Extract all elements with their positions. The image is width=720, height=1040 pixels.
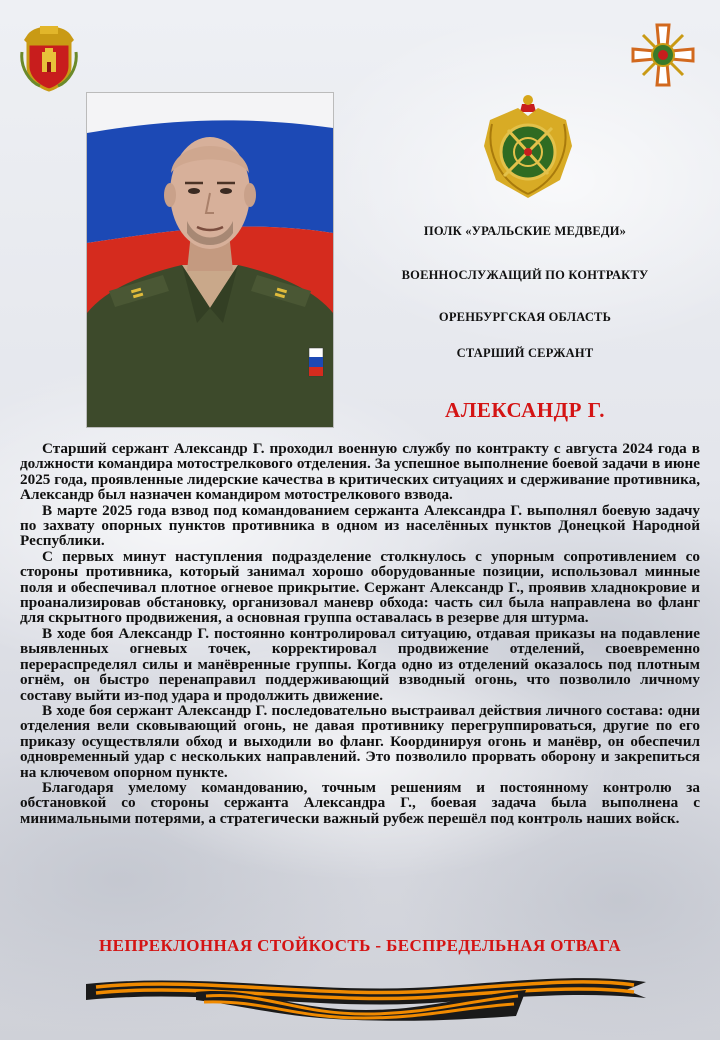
service-status: ВОЕННОСЛУЖАЩИЙ ПО КОНТРАКТУ [401,268,649,282]
biography-text [20,441,700,826]
paragraph: В ходе боя сержант Александр Г. последовательно выстраивал действия личного состава: одни отделения вели сковывающий огонь, не давая противнику перегруппироваться, другие по его приказу осуществляли обход и выходили во фланг. Координируя огонь и манёвр, он обеспечил одновременный удар с нескольких направлений. Это позволило прорвать оборону и закрепиться на ключевом опорном пункте. [20,701,700,781]
paragraph: С первых минут наступления подразделение столкнулось с упорным сопротивлением со стороны противника, который занимал хорошо оборудованные позиции, использовал минные поля и обеспечивал плотное огневое прикрытие. Сержант Александр Г., проявив хладнокровие и проанализировав обстановку, организовал маневр обхода: часть сил была направлена во фланг для скрытного продвижения, а основная группа оставалась в резерве для штурма. [20,547,700,627]
soldier-name: АЛЕКСАНДР Г. [445,398,605,422]
region-name: ОРЕНБУРГСКАЯ ОБЛАСТЬ [438,310,612,324]
paragraph: В ходе боя Александр Г. постоянно контролировал ситуацию, отдавая приказы на подавление выявленных огневых точек, корректировал продвижение отделений, своевременно перераспределял силы и манёвренные группы. Когда одно из отделений оказалось под плотным огнём, он быстро перенаправил поддерживающий взводный огонь, что позволило личному составу выйти из-под удара и продолжить движение. [20,624,700,704]
cross-order-icon [630,22,696,88]
paragraph: Старший сержант Александр Г. проходил военную службу по контракту с августа 2024 года в должности командира мотострелкового отделения. За успешное выполнение боевой задачи в июне 2025 года, проявленные лидерские качества в критических ситуациях и сдерживание противника, Александр был назначен командиром мотострелкового взвода. [20,440,700,504]
paragraph: Благодаря умелому командованию, точным решениям и постоянному контролю за обстановкой со стороны сержанта Александра Г., боевая задача была выполнена с минимальными потерями, а стратегически важный рубеж перешёл под контроль наших войск. [20,778,700,827]
motto-text: НЕПРЕКЛОННАЯ СТОЙКОСТЬ - БЕСПРЕДЕЛЬНАЯ ОТВАГА [98,936,622,955]
soldier-photo [86,92,334,428]
st-george-ribbon-icon [86,966,646,1022]
military-emblem-icon [478,90,578,205]
military-rank: СТАРШИЙ СЕРЖАНТ [456,346,594,360]
oblast-coat-of-arms-icon [20,22,78,92]
soldier-portrait [87,93,333,427]
paragraph: В марте 2025 года взвод под командованием сержанта Александра Г. выполнял боевую задачу по захвату опорных пунктов противника в одном из населённых пунктов Донецкой Народной Республики. [20,501,700,550]
regiment-name: ПОЛК «УРАЛЬСКИЕ МЕДВЕДИ» [423,224,627,238]
